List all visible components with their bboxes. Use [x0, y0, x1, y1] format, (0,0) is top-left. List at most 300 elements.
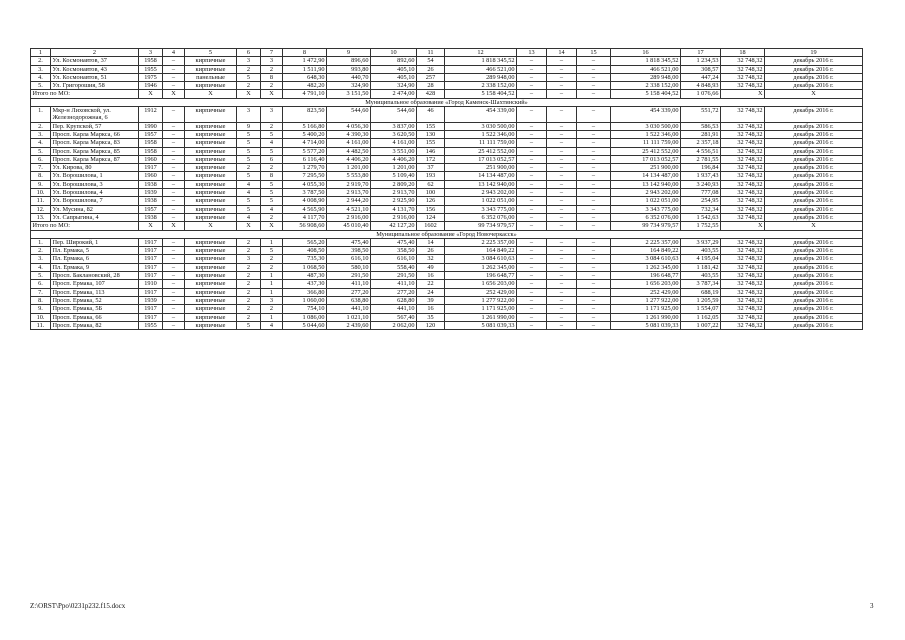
table-cell: – [577, 213, 611, 221]
table-cell: кирпичные [185, 255, 237, 263]
table-cell: 616,10 [371, 255, 417, 263]
table-cell: 3. [31, 130, 51, 138]
table-cell: кирпичные [185, 139, 237, 147]
table-cell: – [577, 305, 611, 313]
table-cell: Ул. Космонавтов, 51 [51, 73, 139, 81]
table-cell: 1 201,00 [327, 164, 371, 172]
table-cell: – [163, 122, 185, 130]
table-cell: – [577, 296, 611, 304]
total-cell: X [139, 90, 163, 98]
table-cell: 8 [261, 172, 283, 180]
table-cell: декабрь 2016 г. [765, 82, 863, 90]
table-cell: кирпичные [185, 280, 237, 288]
table-cell: 1 021,10 [327, 313, 371, 321]
table-cell: 1912 [139, 107, 163, 123]
table-cell: 37 [417, 164, 445, 172]
table-cell: кирпичные [185, 272, 237, 280]
table-cell: декабрь 2016 г. [765, 205, 863, 213]
table-cell: 4 117,70 [283, 213, 327, 221]
table-cell: 5. [31, 147, 51, 155]
table-cell: – [517, 313, 547, 321]
table-cell: 475,40 [327, 238, 371, 246]
table-cell: 4 195,04 [681, 255, 721, 263]
table-cell: 3 343 775,00 [611, 205, 681, 213]
table-cell: декабрь 2016 г. [765, 263, 863, 271]
table-cell: 324,90 [327, 82, 371, 90]
table-cell: 32 748,32 [721, 172, 765, 180]
total-cell: 1 752,55 [681, 222, 721, 230]
total-cell: 1 076,66 [681, 90, 721, 98]
table-cell: 6 352 076,00 [445, 213, 517, 221]
total-cell: – [577, 90, 611, 98]
table-cell: 628,80 [371, 296, 417, 304]
table-row [31, 205, 863, 213]
table-cell: – [163, 180, 185, 188]
table-row [31, 197, 863, 205]
table-cell: 411,10 [371, 280, 417, 288]
table-cell: кирпичные [185, 82, 237, 90]
table-cell: – [517, 130, 547, 138]
table-cell: 4. [31, 263, 51, 271]
table-cell: 405,10 [371, 65, 417, 73]
table-cell: 1 656 203,00 [611, 280, 681, 288]
table-cell: – [517, 82, 547, 90]
table-cell: 32 748,32 [721, 147, 765, 155]
table-cell: – [517, 255, 547, 263]
table-cell: 196 648,77 [445, 272, 517, 280]
table-cell: 403,55 [681, 247, 721, 255]
table-cell: 3 240,93 [681, 180, 721, 188]
table-cell: 558,40 [371, 263, 417, 271]
table-cell: 1 [261, 280, 283, 288]
table-cell: – [577, 247, 611, 255]
table-cell: – [163, 65, 185, 73]
table-cell: 1 171 925,00 [445, 305, 517, 313]
table-cell: – [163, 247, 185, 255]
table-cell: 5 166,80 [283, 122, 327, 130]
table-cell: 164 849,22 [611, 247, 681, 255]
table-cell: – [517, 155, 547, 163]
table-cell: 2 [261, 164, 283, 172]
table-cell: – [517, 73, 547, 81]
table-row [31, 122, 863, 130]
table-cell: 892,60 [371, 57, 417, 65]
table-cell: декабрь 2016 г. [765, 130, 863, 138]
column-number: 8 [283, 49, 327, 57]
table-cell: 4 161,00 [327, 139, 371, 147]
table-cell: – [517, 213, 547, 221]
table-cell: – [163, 313, 185, 321]
table-cell: – [163, 213, 185, 221]
table-cell: – [547, 189, 577, 197]
table-cell: – [577, 280, 611, 288]
table-cell: 32 748,32 [721, 313, 765, 321]
table-cell: – [547, 321, 577, 329]
table-cell: – [163, 57, 185, 65]
table-cell: 1 472,90 [283, 57, 327, 65]
table-cell: 277,20 [371, 288, 417, 296]
table-cell: 2 [237, 296, 261, 304]
table-cell: – [163, 197, 185, 205]
table-cell: 5 553,80 [327, 172, 371, 180]
table-cell: 289 948,00 [611, 73, 681, 81]
table-cell: 146 [417, 147, 445, 155]
table-cell: 324,90 [371, 82, 417, 90]
table-cell: 1917 [139, 305, 163, 313]
table-cell: – [547, 82, 577, 90]
table-cell: – [517, 189, 547, 197]
table-cell: Ул. Григорошия, 58 [51, 82, 139, 90]
table-cell: 2 [237, 313, 261, 321]
table-cell: 5 044,60 [283, 321, 327, 329]
table-cell: кирпичные [185, 247, 237, 255]
total-cell: 2 474,00 [371, 90, 417, 98]
table-cell: – [577, 263, 611, 271]
table-cell: 32 748,32 [721, 57, 765, 65]
table-cell: 25 412 552,00 [445, 147, 517, 155]
table-cell: 251 900,00 [611, 164, 681, 172]
table-cell: 2 943 202,00 [611, 189, 681, 197]
table-cell: панельные [185, 73, 237, 81]
table-cell: 291,50 [371, 272, 417, 280]
table-cell: кирпичные [185, 164, 237, 172]
table-cell: – [577, 238, 611, 246]
table-cell: 2 062,00 [371, 321, 417, 329]
column-number: 18 [721, 49, 765, 57]
table-cell: 1. [31, 107, 51, 123]
table-cell: декабрь 2016 г. [765, 172, 863, 180]
table-cell: 4. [31, 139, 51, 147]
table-cell: 405,10 [371, 73, 417, 81]
table-cell: 32 748,32 [721, 107, 765, 123]
table-cell: – [163, 238, 185, 246]
table-cell: Пер. Крупской, 57 [51, 122, 139, 130]
column-number: 6 [237, 49, 261, 57]
table-cell: 2 919,70 [327, 180, 371, 188]
table-cell: 32 748,32 [721, 247, 765, 255]
table-cell: 16 [417, 272, 445, 280]
table-cell: 1955 [139, 321, 163, 329]
table-cell: декабрь 2016 г. [765, 288, 863, 296]
total-cell: X [185, 90, 237, 98]
table-cell: 1975 [139, 73, 163, 81]
table-cell: 4 482,50 [327, 147, 371, 155]
table-row [31, 82, 863, 90]
table-cell: 1917 [139, 255, 163, 263]
table-cell: – [547, 164, 577, 172]
table-cell: 32 748,32 [721, 263, 765, 271]
table-cell: 2 [237, 305, 261, 313]
table-cell: декабрь 2016 г. [765, 321, 863, 329]
table-cell: – [163, 205, 185, 213]
table-row [31, 147, 863, 155]
table-row [31, 172, 863, 180]
table-cell: Ул. Ворошилова, 3 [51, 180, 139, 188]
table-cell: 777,08 [681, 189, 721, 197]
table-cell: декабрь 2016 г. [765, 197, 863, 205]
table-cell: декабрь 2016 г. [765, 238, 863, 246]
total-cell: X [721, 90, 765, 98]
table-cell: 466 521,00 [611, 65, 681, 73]
table-cell: 5 [237, 172, 261, 180]
table-cell: – [163, 321, 185, 329]
table-cell: 1946 [139, 82, 163, 90]
table-cell: 5 [261, 147, 283, 155]
table-cell: декабрь 2016 г. [765, 164, 863, 172]
table-cell: – [547, 147, 577, 155]
table-cell: 466 521,00 [445, 65, 517, 73]
table-cell: Ул. Ворошилова, 7 [51, 197, 139, 205]
table-cell: 32 748,32 [721, 189, 765, 197]
table-cell: 35 [417, 313, 445, 321]
table-cell: 3 030 500,00 [611, 122, 681, 130]
table-cell: Ул. Ворошилова, 4 [51, 189, 139, 197]
table-cell: 732,34 [681, 205, 721, 213]
table-cell: – [163, 130, 185, 138]
table-cell: – [577, 189, 611, 197]
column-number: 10 [371, 49, 417, 57]
table-cell: Мкр-н Лиховской, ул. Железнодорожная, 6 [51, 107, 139, 123]
total-cell: X [261, 222, 283, 230]
table-cell: 5 [237, 205, 261, 213]
table-cell: 5. [31, 272, 51, 280]
table-cell: – [547, 57, 577, 65]
table-cell: 551,72 [681, 107, 721, 123]
table-cell: 32 748,32 [721, 65, 765, 73]
table-cell: 17 013 052,57 [445, 155, 517, 163]
table-cell: кирпичные [185, 130, 237, 138]
table-row [31, 73, 863, 81]
table-cell: 5 400,20 [283, 130, 327, 138]
table-cell: 565,20 [283, 238, 327, 246]
table-cell: 1 554,07 [681, 305, 721, 313]
table-cell: 32 748,32 [721, 321, 765, 329]
table-cell: 4 390,30 [327, 130, 371, 138]
table-cell: – [577, 130, 611, 138]
total-cell: 428 [417, 90, 445, 98]
table-cell: – [577, 255, 611, 263]
total-cell: 5 158 404,52 [445, 90, 517, 98]
table-cell: – [577, 197, 611, 205]
table-cell: – [163, 288, 185, 296]
table-cell: 32 748,32 [721, 139, 765, 147]
table-cell: 3. [31, 65, 51, 73]
table-cell: 49 [417, 263, 445, 271]
table-row [31, 305, 863, 313]
table-cell: 2 913,70 [371, 189, 417, 197]
table-cell: Просп. Ермака, 107 [51, 280, 139, 288]
table-cell: 6. [31, 155, 51, 163]
table-cell: – [577, 321, 611, 329]
table-cell: – [517, 172, 547, 180]
table-cell: кирпичные [185, 197, 237, 205]
table-cell: 4 [261, 205, 283, 213]
table-cell: 13. [31, 213, 51, 221]
section-title: Муниципальное образование «Город Новочеркасск» [31, 230, 863, 238]
table-cell: 1 262 345,00 [611, 263, 681, 271]
table-cell: 896,60 [327, 57, 371, 65]
table-cell: 441,10 [327, 305, 371, 313]
table-cell: Просп. Ермака, 5Б [51, 305, 139, 313]
table-cell: 26 [417, 65, 445, 73]
table-cell: кирпичные [185, 172, 237, 180]
table-cell: 5 [261, 130, 283, 138]
table-cell: 1 086,00 [283, 313, 327, 321]
table-cell: – [577, 73, 611, 81]
table-cell: Ул. Кирова, 80 [51, 164, 139, 172]
table-cell: декабрь 2016 г. [765, 147, 863, 155]
table-cell: 32 748,32 [721, 164, 765, 172]
table-cell: 441,10 [371, 305, 417, 313]
table-cell: 616,10 [327, 255, 371, 263]
table-cell: Ул. Мусина, 82 [51, 205, 139, 213]
table-cell: 2 338 152,00 [611, 82, 681, 90]
table-cell: 1. [31, 238, 51, 246]
table-cell: 24 [417, 288, 445, 296]
total-cell: – [517, 90, 547, 98]
table-cell: 4 565,90 [283, 205, 327, 213]
table-cell: Пл. Ермака, 9 [51, 263, 139, 271]
table-cell: 1 068,50 [283, 263, 327, 271]
table-cell: – [547, 197, 577, 205]
table-cell: – [517, 65, 547, 73]
table-cell: 100 [417, 189, 445, 197]
table-cell: – [517, 321, 547, 329]
table-cell: 32 748,32 [721, 197, 765, 205]
table-cell: – [577, 172, 611, 180]
table-cell: декабрь 2016 г. [765, 189, 863, 197]
table-row [31, 321, 863, 329]
table-cell: 7. [31, 288, 51, 296]
table-cell: 2 781,55 [681, 155, 721, 163]
table-cell: – [577, 180, 611, 188]
table-cell: 4 [237, 180, 261, 188]
table-cell: 5 [237, 139, 261, 147]
table-cell: – [517, 263, 547, 271]
table-cell: – [577, 147, 611, 155]
table-cell: 4 [261, 321, 283, 329]
table-cell: – [547, 288, 577, 296]
table-cell: 32 748,32 [721, 272, 765, 280]
table-cell: 5. [31, 82, 51, 90]
table-cell: кирпичные [185, 263, 237, 271]
table-cell: 638,80 [327, 296, 371, 304]
table-cell: 3 084 610,63 [445, 255, 517, 263]
table-cell: 1 511,90 [283, 65, 327, 73]
table-cell: 8 [261, 73, 283, 81]
table-cell: 46 [417, 107, 445, 123]
table-cell: – [547, 107, 577, 123]
table-cell: 32 748,32 [721, 205, 765, 213]
table-cell: 13 142 940,00 [445, 180, 517, 188]
table-cell: – [517, 139, 547, 147]
table-cell: 487,30 [283, 272, 327, 280]
column-number: 2 [51, 49, 139, 57]
table-cell: 754,10 [283, 305, 327, 313]
column-number: 14 [547, 49, 577, 57]
total-cell: X [261, 90, 283, 98]
table-cell: 2 [237, 263, 261, 271]
table-cell: 5 109,40 [371, 172, 417, 180]
table-cell: 2 225 357,00 [445, 238, 517, 246]
table-row [31, 263, 863, 271]
table-cell: декабрь 2016 г. [765, 139, 863, 147]
section-title: Муниципальное образование «Город Каменск-Шахтинский» [31, 98, 863, 106]
table-cell: декабрь 2016 г. [765, 280, 863, 288]
table-cell: – [517, 247, 547, 255]
table-cell: 3 [237, 255, 261, 263]
table-cell: декабрь 2016 г. [765, 313, 863, 321]
table-cell: 2 [261, 82, 283, 90]
table-row [31, 238, 863, 246]
table-cell: 1 007,22 [681, 321, 721, 329]
total-cell: 56 908,60 [283, 222, 327, 230]
total-label: Итого по МО: [31, 222, 139, 230]
table-cell: Просп. Карла Маркса, 87 [51, 155, 139, 163]
table-cell: 5 [261, 247, 283, 255]
table-cell: Пер. Широкий, 1 [51, 238, 139, 246]
table-cell: 4 056,30 [327, 122, 371, 130]
table-cell: 2 357,18 [681, 139, 721, 147]
table-cell: 1 022 051,00 [445, 197, 517, 205]
table-cell: 54 [417, 57, 445, 65]
table-cell: 2 [261, 305, 283, 313]
table-cell: 281,91 [681, 130, 721, 138]
table-row [31, 155, 863, 163]
table-cell: – [163, 139, 185, 147]
table-cell: 2 [237, 272, 261, 280]
table-cell: 130 [417, 130, 445, 138]
table-cell: – [517, 280, 547, 288]
table-cell: – [517, 305, 547, 313]
table-cell: Просп. Баклановский, 28 [51, 272, 139, 280]
table-cell: кирпичные [185, 213, 237, 221]
table-cell: 32 748,32 [721, 288, 765, 296]
table-cell: 126 [417, 197, 445, 205]
column-number: 15 [577, 49, 611, 57]
table-cell: 5 [261, 197, 283, 205]
table-cell: 482,20 [283, 82, 327, 90]
table-cell: 6 [261, 155, 283, 163]
table-cell: 196,84 [681, 164, 721, 172]
table-cell: 454 339,00 [445, 107, 517, 123]
table-cell: – [163, 164, 185, 172]
table-cell: 155 [417, 139, 445, 147]
table-cell: 10. [31, 313, 51, 321]
table-cell: – [163, 296, 185, 304]
table-cell: декабрь 2016 г. [765, 180, 863, 188]
table-cell: Пл. Ермака, 5 [51, 247, 139, 255]
table-cell: 1 022 051,00 [611, 197, 681, 205]
table-cell: 2 809,20 [371, 180, 417, 188]
column-number: 4 [163, 49, 185, 57]
table-cell: 408,50 [283, 247, 327, 255]
table-cell: 1 060,00 [283, 296, 327, 304]
table-cell: 1938 [139, 180, 163, 188]
table-cell: 62 [417, 180, 445, 188]
table-cell: 308,57 [681, 65, 721, 73]
table-cell: 120 [417, 321, 445, 329]
table-cell: 1 [261, 238, 283, 246]
table-cell: 2 [237, 247, 261, 255]
total-cell: 42 127,20 [371, 222, 417, 230]
column-number: 3 [139, 49, 163, 57]
table-cell: 5 [237, 155, 261, 163]
table-cell: – [547, 180, 577, 188]
table-cell: – [517, 238, 547, 246]
table-cell: 3 [261, 107, 283, 123]
table-cell: 3 937,29 [681, 238, 721, 246]
